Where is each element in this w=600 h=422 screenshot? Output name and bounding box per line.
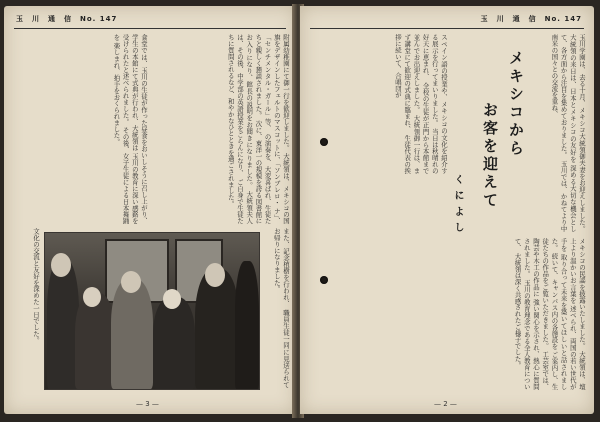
left-col-15: 文化の交流と友好を深めた一日でした。	[32, 228, 40, 344]
photo-person-2	[75, 293, 115, 389]
photo-person-4	[153, 297, 195, 389]
binding-hole-upper	[320, 138, 328, 146]
right-col-7: 大統領御一行は、まず講堂にて歓迎の式典に臨まれ、	[403, 34, 421, 174]
left-col-6: ご自身で生徒たちに質問されるなど、和やかなひとときを過ごされました。	[226, 34, 244, 224]
left-col-5: 大統領夫人は、その後、中学部の英語授業をごらんになり、	[235, 34, 254, 224]
photo-head-1	[51, 253, 71, 277]
left-col-0: 附属幼稚園にて御一行を歓迎しました。	[282, 34, 290, 151]
right-col-15: 工芸室では、陶芸や木工の作品に	[531, 238, 550, 390]
right-col-17: 玉川の教育理念である全人教育について、	[513, 238, 531, 390]
article-title-line-1: メキシコから	[507, 50, 525, 158]
left-col-8: 学生の本館にて式典が行われ、大統領は	[130, 34, 139, 151]
photo-person-3	[111, 279, 153, 389]
left-page-number: — 3 —	[136, 400, 159, 408]
right-col-13: 続いて、キャンパス内の各施設を	[550, 252, 559, 350]
left-col-7: 食堂では、玉川の生徒が作った昼食をおいしそうに召し上がり、	[140, 34, 148, 224]
photo-head-3	[121, 271, 141, 293]
article-author: くによし	[452, 174, 463, 238]
right-page	[300, 6, 594, 414]
left-page	[4, 6, 296, 414]
right-header-rule	[310, 28, 584, 29]
left-col-3: の演奏を、大変喜ばれ、生徒たちと親しく懇談されました。	[254, 34, 272, 224]
right-col-14: ご案内し、生徒たちの作品をご覧いただきました。	[541, 238, 559, 390]
left-text-block-lower-left	[14, 228, 40, 388]
right-col-3: 玉川では、かねてより中南米の国々との交流を重ね、	[550, 34, 568, 232]
right-col-11: 述べられ、両国の若い世代が手を	[559, 238, 577, 390]
right-text-block-upper	[526, 34, 586, 232]
photo-person-6	[235, 261, 259, 389]
right-page-number: — 2 —	[434, 400, 457, 408]
right-col-6: 全校の生徒が正門から本館まで並んでお出迎えしました。	[412, 34, 430, 174]
left-col-1: 大統領は、メキシコの国旗をデザインしたフェルトのマスコットに、「ソンブレロ・	[272, 34, 290, 224]
left-col-10: その後、女子生徒による日本舞踊を	[112, 34, 130, 224]
left-text-block-lower-right	[262, 228, 290, 388]
right-col-16: 強い関心を示され、熱心に質問されました。	[522, 238, 540, 390]
right-col-8: 生徒代表の挨拶に続いて、合唱団が	[393, 34, 412, 174]
right-col-10: 大統領は、壇上より温かいお言葉を	[568, 238, 586, 390]
left-text-block-upper-left	[14, 34, 148, 224]
left-col-12: また、記念植樹を行われ、	[282, 228, 290, 307]
right-page-header: 玉 川 通 信 No. 147	[480, 15, 582, 23]
right-col-4: スペイン語の授業や、メキシコの文化を紹介する展示を行ってまいりました。	[430, 34, 448, 174]
left-col-4: 次に、東洋一の規模を誇る図書館にお入りになり、館長の説明をお聞きになりました。	[245, 34, 263, 224]
left-header-rule	[14, 28, 286, 29]
right-col-5: 当日は秋晴れの好天に恵まれ、	[421, 34, 439, 174]
right-col-0: 玉川学園は、去る十月、メキシコ大統領御夫妻をお迎えしました。	[578, 34, 586, 232]
article-title-line-2: お客を迎えて	[481, 102, 499, 210]
visit-photo	[44, 232, 260, 390]
right-col-2: 深める大切な機会として、各方面から注目を集めておりました。	[559, 34, 577, 232]
left-col-13: 職員生徒一同に見送られて	[282, 309, 290, 388]
right-col-12: 取り合って未来を築いてほしいと話されました。	[550, 238, 568, 390]
left-col-2: ナ」、「センチメンタル・ガール」等、	[263, 34, 281, 224]
right-col-1: 大統領の来日は、日本とメキシコの友好を	[568, 34, 577, 163]
photo-head-5	[205, 263, 225, 287]
right-col-9: メキシコの民謡を披露いたしました。	[578, 238, 586, 349]
left-col-11: 楽しまれ、拍手をおくられました。	[112, 42, 121, 145]
photo-head-2	[83, 287, 101, 307]
left-col-14: お帰りになりました。	[272, 228, 281, 292]
right-col-18: 大統領は深く共感されたご様子でした。	[513, 252, 522, 369]
right-text-block-upper-left	[314, 34, 448, 174]
left-col-9: 玉川の教育に深い感銘を受けられたと述べられました。	[121, 34, 139, 224]
binding-hole-lower	[320, 276, 328, 284]
left-page-header: 玉 川 通 信 No. 147	[16, 15, 118, 23]
left-text-block-upper-right	[154, 34, 290, 224]
photo-person-5	[195, 269, 239, 389]
right-text-block-lower	[314, 238, 586, 390]
photo-head-4	[163, 289, 181, 309]
